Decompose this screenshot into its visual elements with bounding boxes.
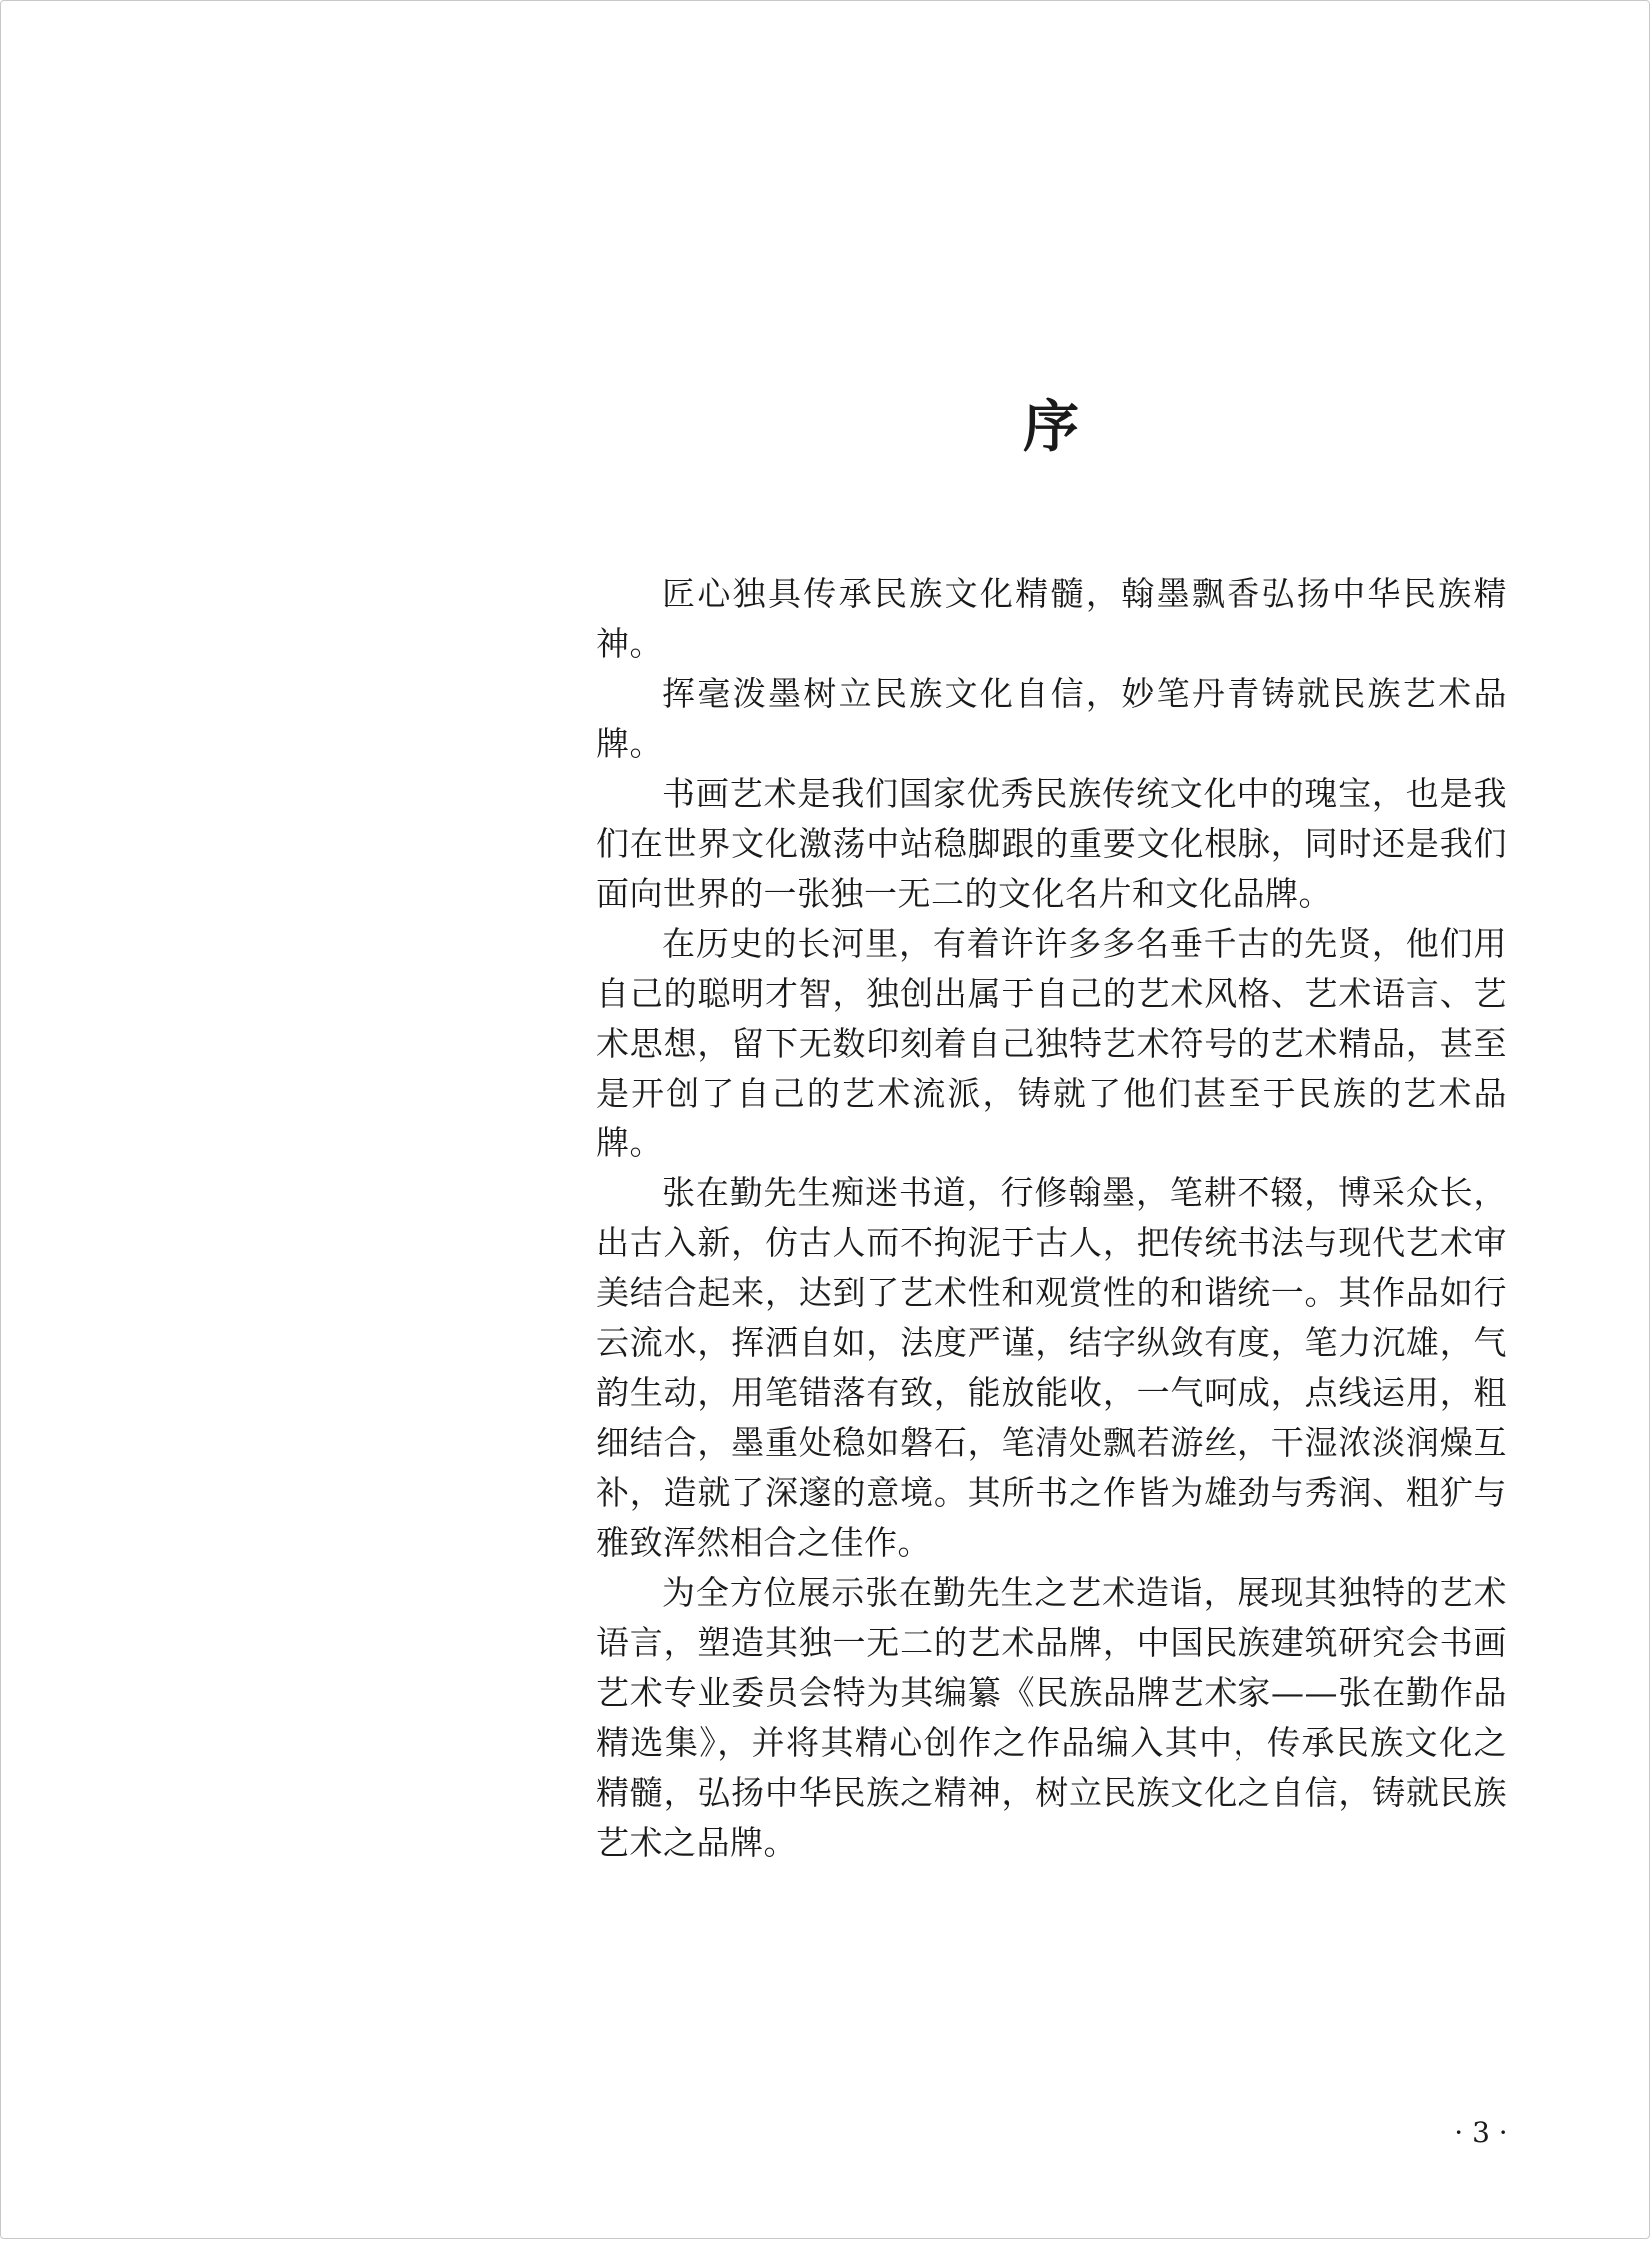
body-text (596, 569, 1507, 1868)
paragraph-1: 匠心独具传承民族文化精髓，翰墨飘香弘扬中华民族精神。 (596, 574, 1507, 663)
page-title: 序 (1023, 394, 1079, 460)
page-number: · 3 · (1454, 2116, 1508, 2149)
paragraph-6: 为全方位展示张在勤先生之艺术造诣，展现其独特的艺术语言，塑造其独一无二的艺术品牌，中国民族建筑研究会书画艺术专业委员会特为其编纂《民族品牌艺术家——张在勤作品精选集》，并将其精心创作之作品编入其中，传承民族文化之精髓，弘扬中华民族之精神，树立民族文化之自信，铸就民族艺术之品牌。 (596, 1573, 1507, 1862)
paragraph-3: 书画艺术是我们国家优秀民族传统文化中的瑰宝，也是我们在世界文化激荡中站稳脚跟的重要文化根脉，同时还是我们面向世界的一张独一无二的文化名片和文化品牌。 (596, 774, 1507, 913)
paragraph-4: 在历史的长河里，有着许许多多名垂千古的先贤，他们用自己的聪明才智，独创出属于自己的艺术风格、艺术语言、艺术思想，留下无数印刻着自己独特艺术符号的艺术精品，甚至是开创了自己的艺术流派，铸就了他们甚至于民族的艺术品牌。 (596, 924, 1507, 1162)
paragraph-5: 张在勤先生痴迷书道，行修翰墨，笔耕不辍，博采众长，出古入新，仿古人而不拘泥于古人，把传统书法与现代艺术审美结合起来，达到了艺术性和观赏性的和谐统一。其作品如行云流水，挥洒自如，法度严谨，结字纵敛有度，笔力沉雄，气韵生动，用笔错落有致，能放能收，一气呵成，点线运用，粗细结合，墨重处稳如磐石，笔清处飘若游丝，干湿浓淡润燥互补，造就了深邃的意境。其所书之作皆为雄劲与秀润、粗犷与雅致浑然相合之佳作。 (596, 1173, 1507, 1562)
paragraph-2: 挥毫泼墨树立民族文化自信，妙笔丹青铸就民族艺术品牌。 (596, 674, 1507, 763)
